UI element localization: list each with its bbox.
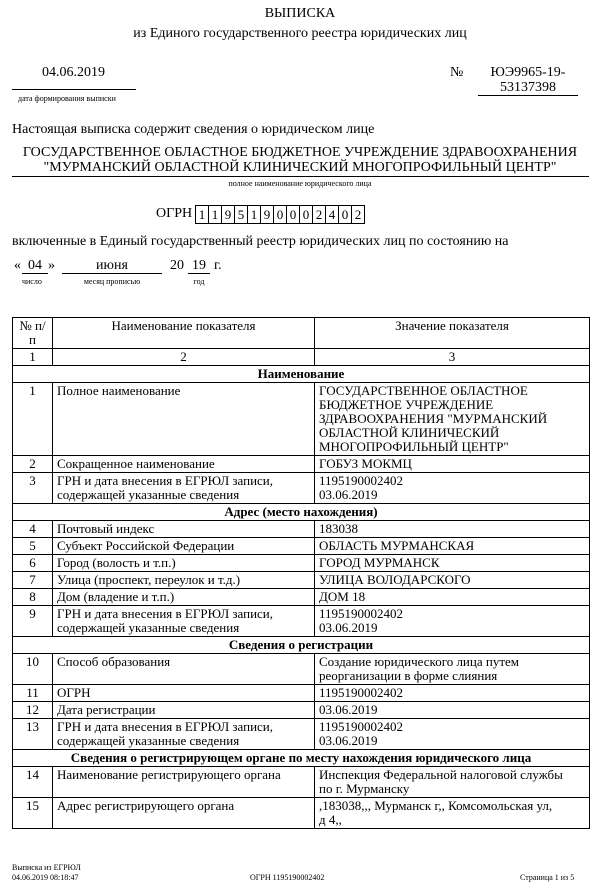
- indicator-value: 1195190002402 03.06.2019: [315, 473, 590, 504]
- included-text: включенные в Единый государственный реестр юридических лиц по состоянию на: [12, 234, 509, 249]
- row-number: 9: [13, 606, 53, 637]
- indicator-name: Субъект Российской Федерации: [53, 538, 315, 555]
- section-header-row: [13, 637, 590, 654]
- date-underline: [12, 89, 136, 90]
- number-sign: №: [450, 65, 464, 80]
- table-row: [13, 383, 590, 456]
- section-title: Адрес (место нахождения): [13, 504, 590, 521]
- date-year-suffix: г.: [214, 258, 222, 273]
- indicator-value: ГОСУДАРСТВЕННОЕ ОБЛАСТНОЕ БЮДЖЕТНОЕ УЧРЕЖДЕНИЕ ЗДРАВООХРАНЕНИЯ "МУРМАНСКИЙ ОБЛАСТНОЙ КЛИНИЧЕСКИЙ МНОГОПРОФИЛЬНЫЙ ЦЕНТР": [315, 383, 590, 456]
- table-row: [13, 589, 590, 606]
- table-row: [13, 767, 590, 798]
- year-underline: [188, 273, 210, 274]
- table-row: [13, 456, 590, 473]
- ogrn-digit: 0: [338, 205, 352, 224]
- section-title: Сведения о регистрирующем органе по месту нахождения юридического лица: [13, 750, 590, 767]
- ogrn-digit: 4: [325, 205, 339, 224]
- date-close-quote: »: [48, 258, 55, 273]
- year-caption: год: [193, 277, 205, 286]
- indicator-name: Дом (владение и т.п.): [53, 589, 315, 606]
- date-century: 20: [170, 258, 184, 273]
- date-caption: дата формирования выписки: [18, 94, 116, 103]
- row-number: 14: [13, 767, 53, 798]
- month-underline: [62, 273, 162, 274]
- header-indicator: Наименование показателя: [53, 318, 315, 349]
- indicator-value: ОБЛАСТЬ МУРМАНСКАЯ: [315, 538, 590, 555]
- row-number: 1: [13, 383, 53, 456]
- footer-timestamp: 04.06.2019 08:18:47: [12, 873, 79, 882]
- indicator-value: 1195190002402 03.06.2019: [315, 719, 590, 750]
- indicator-value: 1195190002402: [315, 685, 590, 702]
- ogrn-digit: 0: [286, 205, 300, 224]
- section-title: Сведения о регистрации: [13, 637, 590, 654]
- indicator-name: Сокращенное наименование: [53, 456, 315, 473]
- indicator-value: 1195190002402 03.06.2019: [315, 606, 590, 637]
- document-title: ВЫПИСКА: [264, 6, 336, 21]
- indicator-name: ГРН и дата внесения в ЕГРЮЛ записи, содержащей указанные сведения: [53, 606, 315, 637]
- ogrn-digit: 5: [234, 205, 248, 224]
- ogrn-digit: 9: [221, 205, 235, 224]
- row-number: 7: [13, 572, 53, 589]
- day-caption: число: [22, 277, 42, 286]
- extract-number-line1: ЮЭ9965-19-: [490, 65, 566, 80]
- indicator-name: Полное наименование: [53, 383, 315, 456]
- ogrn-digit: 2: [351, 205, 365, 224]
- table-row: [13, 654, 590, 685]
- row-number: 2: [13, 456, 53, 473]
- date-day: 04: [28, 258, 42, 273]
- footer-ogrn: ОГРН 1195190002402: [250, 873, 325, 882]
- ogrn-label: ОГРН: [156, 206, 193, 221]
- indicator-name: Почтовый индекс: [53, 521, 315, 538]
- row-number: 12: [13, 702, 53, 719]
- indicator-name: Город (волость и т.п.): [53, 555, 315, 572]
- table-row: [13, 606, 590, 637]
- indicator-name: Улица (проспект, переулок и т.д.): [53, 572, 315, 589]
- month-caption: месяц прописью: [83, 277, 141, 286]
- formation-date: 04.06.2019: [42, 65, 105, 80]
- indicator-name: Наименование регистрирующего органа: [53, 767, 315, 798]
- table-column-numbers-row: [13, 349, 590, 366]
- table-row: [13, 555, 590, 572]
- section-header-row: [13, 750, 590, 767]
- row-number: 5: [13, 538, 53, 555]
- org-name-caption: полное наименование юридического лица: [228, 179, 372, 188]
- indicator-value: 183038: [315, 521, 590, 538]
- table-header-row: [13, 318, 590, 349]
- row-number: 8: [13, 589, 53, 606]
- indicator-value: ДОМ 18: [315, 589, 590, 606]
- ogrn-digit: 0: [273, 205, 287, 224]
- ogrn-digit: 2: [312, 205, 326, 224]
- date-year: 19: [192, 258, 206, 273]
- column-number-2: 2: [53, 349, 315, 366]
- indicator-value: 03.06.2019: [315, 702, 590, 719]
- row-number: 6: [13, 555, 53, 572]
- indicator-value: ГОБУЗ МОКМЦ: [315, 456, 590, 473]
- org-full-name-line2: "МУРМАНСКИЙ ОБЛАСТНОЙ КЛИНИЧЕСКИЙ МНОГОПРОФИЛЬНЫЙ ЦЕНТР": [43, 160, 557, 175]
- indicator-name: Дата регистрации: [53, 702, 315, 719]
- row-number: 3: [13, 473, 53, 504]
- table-row: [13, 538, 590, 555]
- number-underline: [478, 95, 578, 96]
- indicator-name: ГРН и дата внесения в ЕГРЮЛ записи, содержащей указанные сведения: [53, 473, 315, 504]
- row-number: 10: [13, 654, 53, 685]
- row-number: 4: [13, 521, 53, 538]
- indicator-value: Инспекция Федеральной налоговой службы по г. Мурманску: [315, 767, 590, 798]
- date-month: июня: [96, 258, 128, 273]
- table-row: [13, 798, 590, 829]
- indicator-value: ,183038,,, Мурманск г,, Комсомольская ул, д 4,,: [315, 798, 590, 829]
- ogrn-digit: 1: [247, 205, 261, 224]
- row-number: 15: [13, 798, 53, 829]
- section-title: Наименование: [13, 366, 590, 383]
- table-row: [13, 702, 590, 719]
- indicator-value: УЛИЦА ВОЛОДАРСКОГО: [315, 572, 590, 589]
- indicator-value: ГОРОД МУРМАНСК: [315, 555, 590, 572]
- indicator-value: Создание юридического лица путем реорганизации в форме слияния: [315, 654, 590, 685]
- document-subtitle: из Единого государственного реестра юридических лиц: [133, 26, 467, 41]
- indicator-name: Способ образования: [53, 654, 315, 685]
- ogrn-digit: 0: [299, 205, 313, 224]
- statement-text: Настоящая выписка содержит сведения о юридическом лице: [12, 122, 375, 137]
- extract-number-line2: 53137398: [500, 80, 556, 95]
- table-row: [13, 521, 590, 538]
- section-header-row: [13, 504, 590, 521]
- egrul-table: [12, 317, 590, 829]
- indicator-name: ОГРН: [53, 685, 315, 702]
- org-name-underline: [12, 176, 589, 177]
- ogrn-digit-boxes: [196, 205, 365, 224]
- table-row: [13, 719, 590, 750]
- footer-page-number: Страница 1 из 5: [520, 873, 575, 882]
- day-underline: [22, 273, 48, 274]
- table-row: [13, 473, 590, 504]
- column-number-3: 3: [315, 349, 590, 366]
- row-number: 13: [13, 719, 53, 750]
- indicator-name: ГРН и дата внесения в ЕГРЮЛ записи, содержащей указанные сведения: [53, 719, 315, 750]
- ogrn-digit: 1: [195, 205, 209, 224]
- ogrn-digit: 9: [260, 205, 274, 224]
- table-row: [13, 572, 590, 589]
- table-row: [13, 685, 590, 702]
- section-header-row: [13, 366, 590, 383]
- date-open-quote: «: [14, 258, 21, 273]
- footer-source: Выписка из ЕГРЮЛ: [12, 863, 81, 872]
- ogrn-digit: 1: [208, 205, 222, 224]
- org-full-name-line1: ГОСУДАРСТВЕННОЕ ОБЛАСТНОЕ БЮДЖЕТНОЕ УЧРЕЖДЕНИЕ ЗДРАВООХРАНЕНИЯ: [22, 145, 578, 160]
- indicator-name: Адрес регистрирующего органа: [53, 798, 315, 829]
- header-value: Значение показателя: [315, 318, 590, 349]
- header-num: № п/п: [13, 318, 53, 349]
- row-number: 11: [13, 685, 53, 702]
- column-number-1: 1: [13, 349, 53, 366]
